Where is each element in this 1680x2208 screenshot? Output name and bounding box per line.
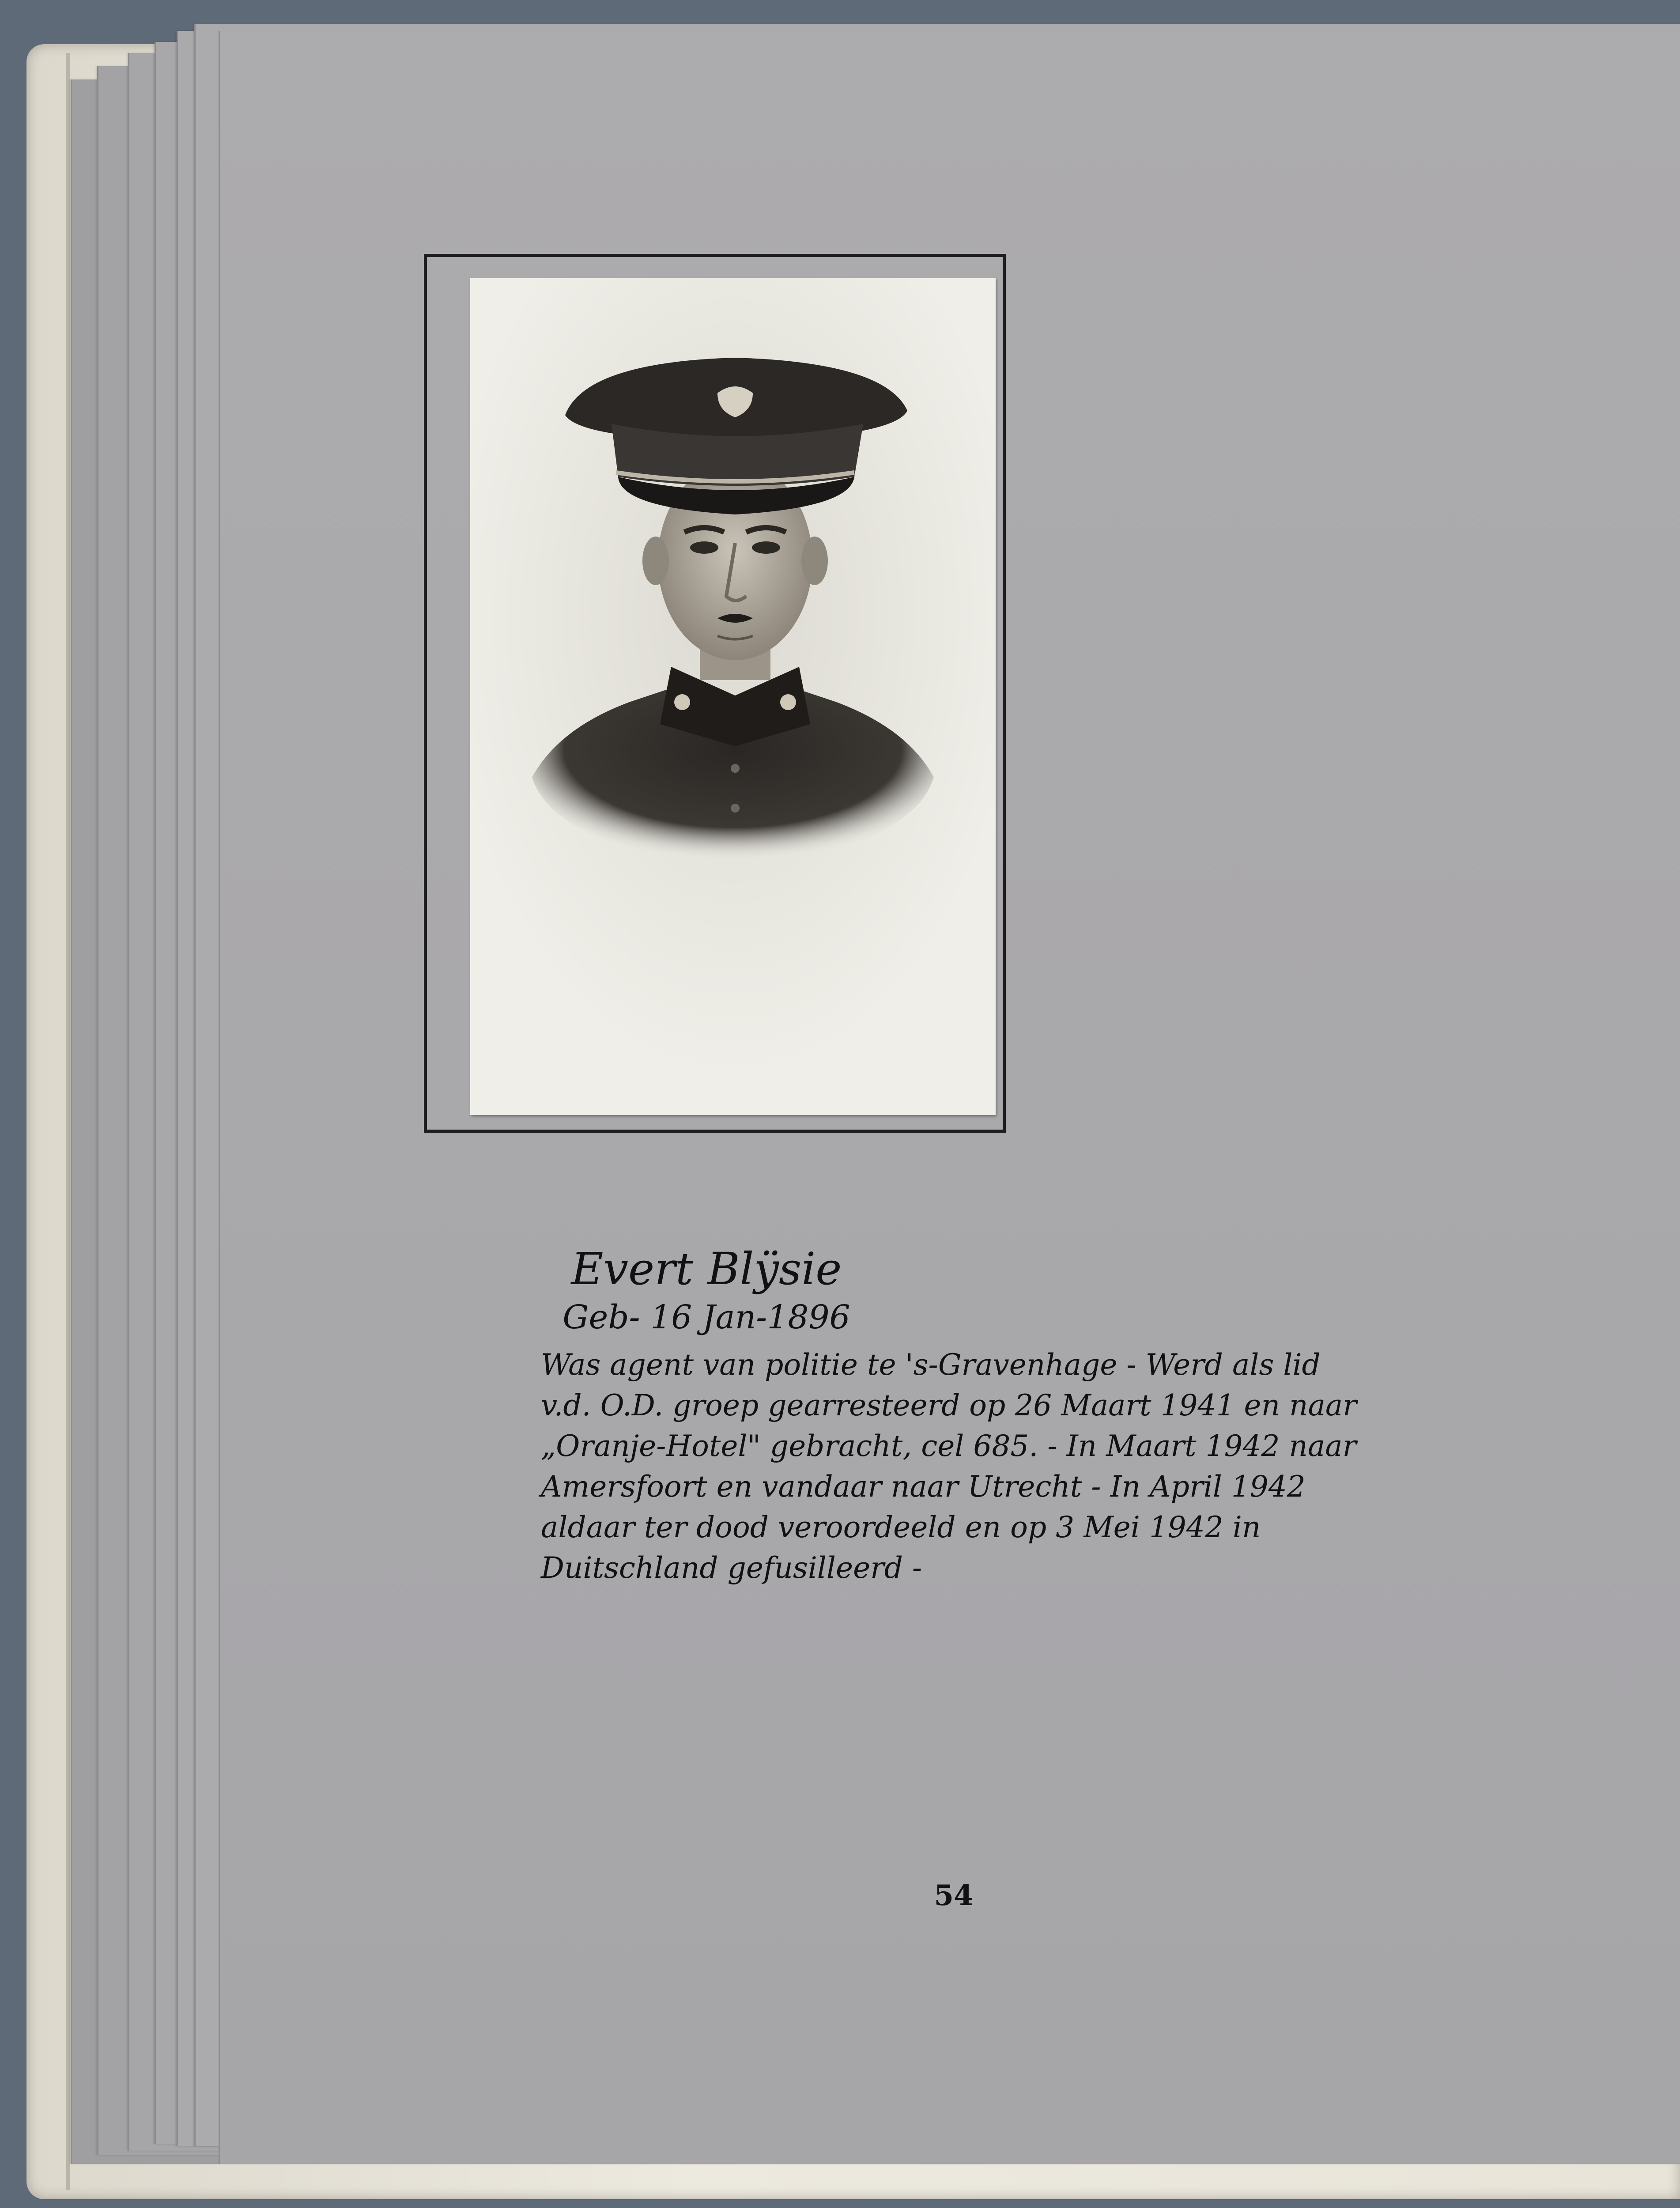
biography-line: „Oranje-Hotel" gebracht, cel 685. - In Maart 1942 naar [541, 1429, 1357, 1463]
album-spine [66, 53, 70, 2190]
biography-line: Amersfoort en vandaar naar Utrecht - In April 1942 [541, 1470, 1306, 1504]
biography-line: Was agent van politie te 's-Gravenhage - Werd als lid [541, 1348, 1321, 1382]
birth-date: Geb- 16 Jan-1896 [563, 1298, 850, 1336]
portrait-photo [470, 278, 996, 1115]
biography-line: v.d. O.D. groep gearresteerd op 26 Maart 1941 en naar [541, 1388, 1357, 1422]
biography-text [541, 1345, 1481, 1588]
biography-line: aldaar ter dood veroordeeld en op 3 Mei 1942 in [541, 1510, 1261, 1544]
biography-line: Duitschland gefusilleerd - [541, 1551, 922, 1585]
page-number: 54 [934, 1879, 974, 1912]
subject-name: Evert Blÿsie [571, 1243, 842, 1295]
